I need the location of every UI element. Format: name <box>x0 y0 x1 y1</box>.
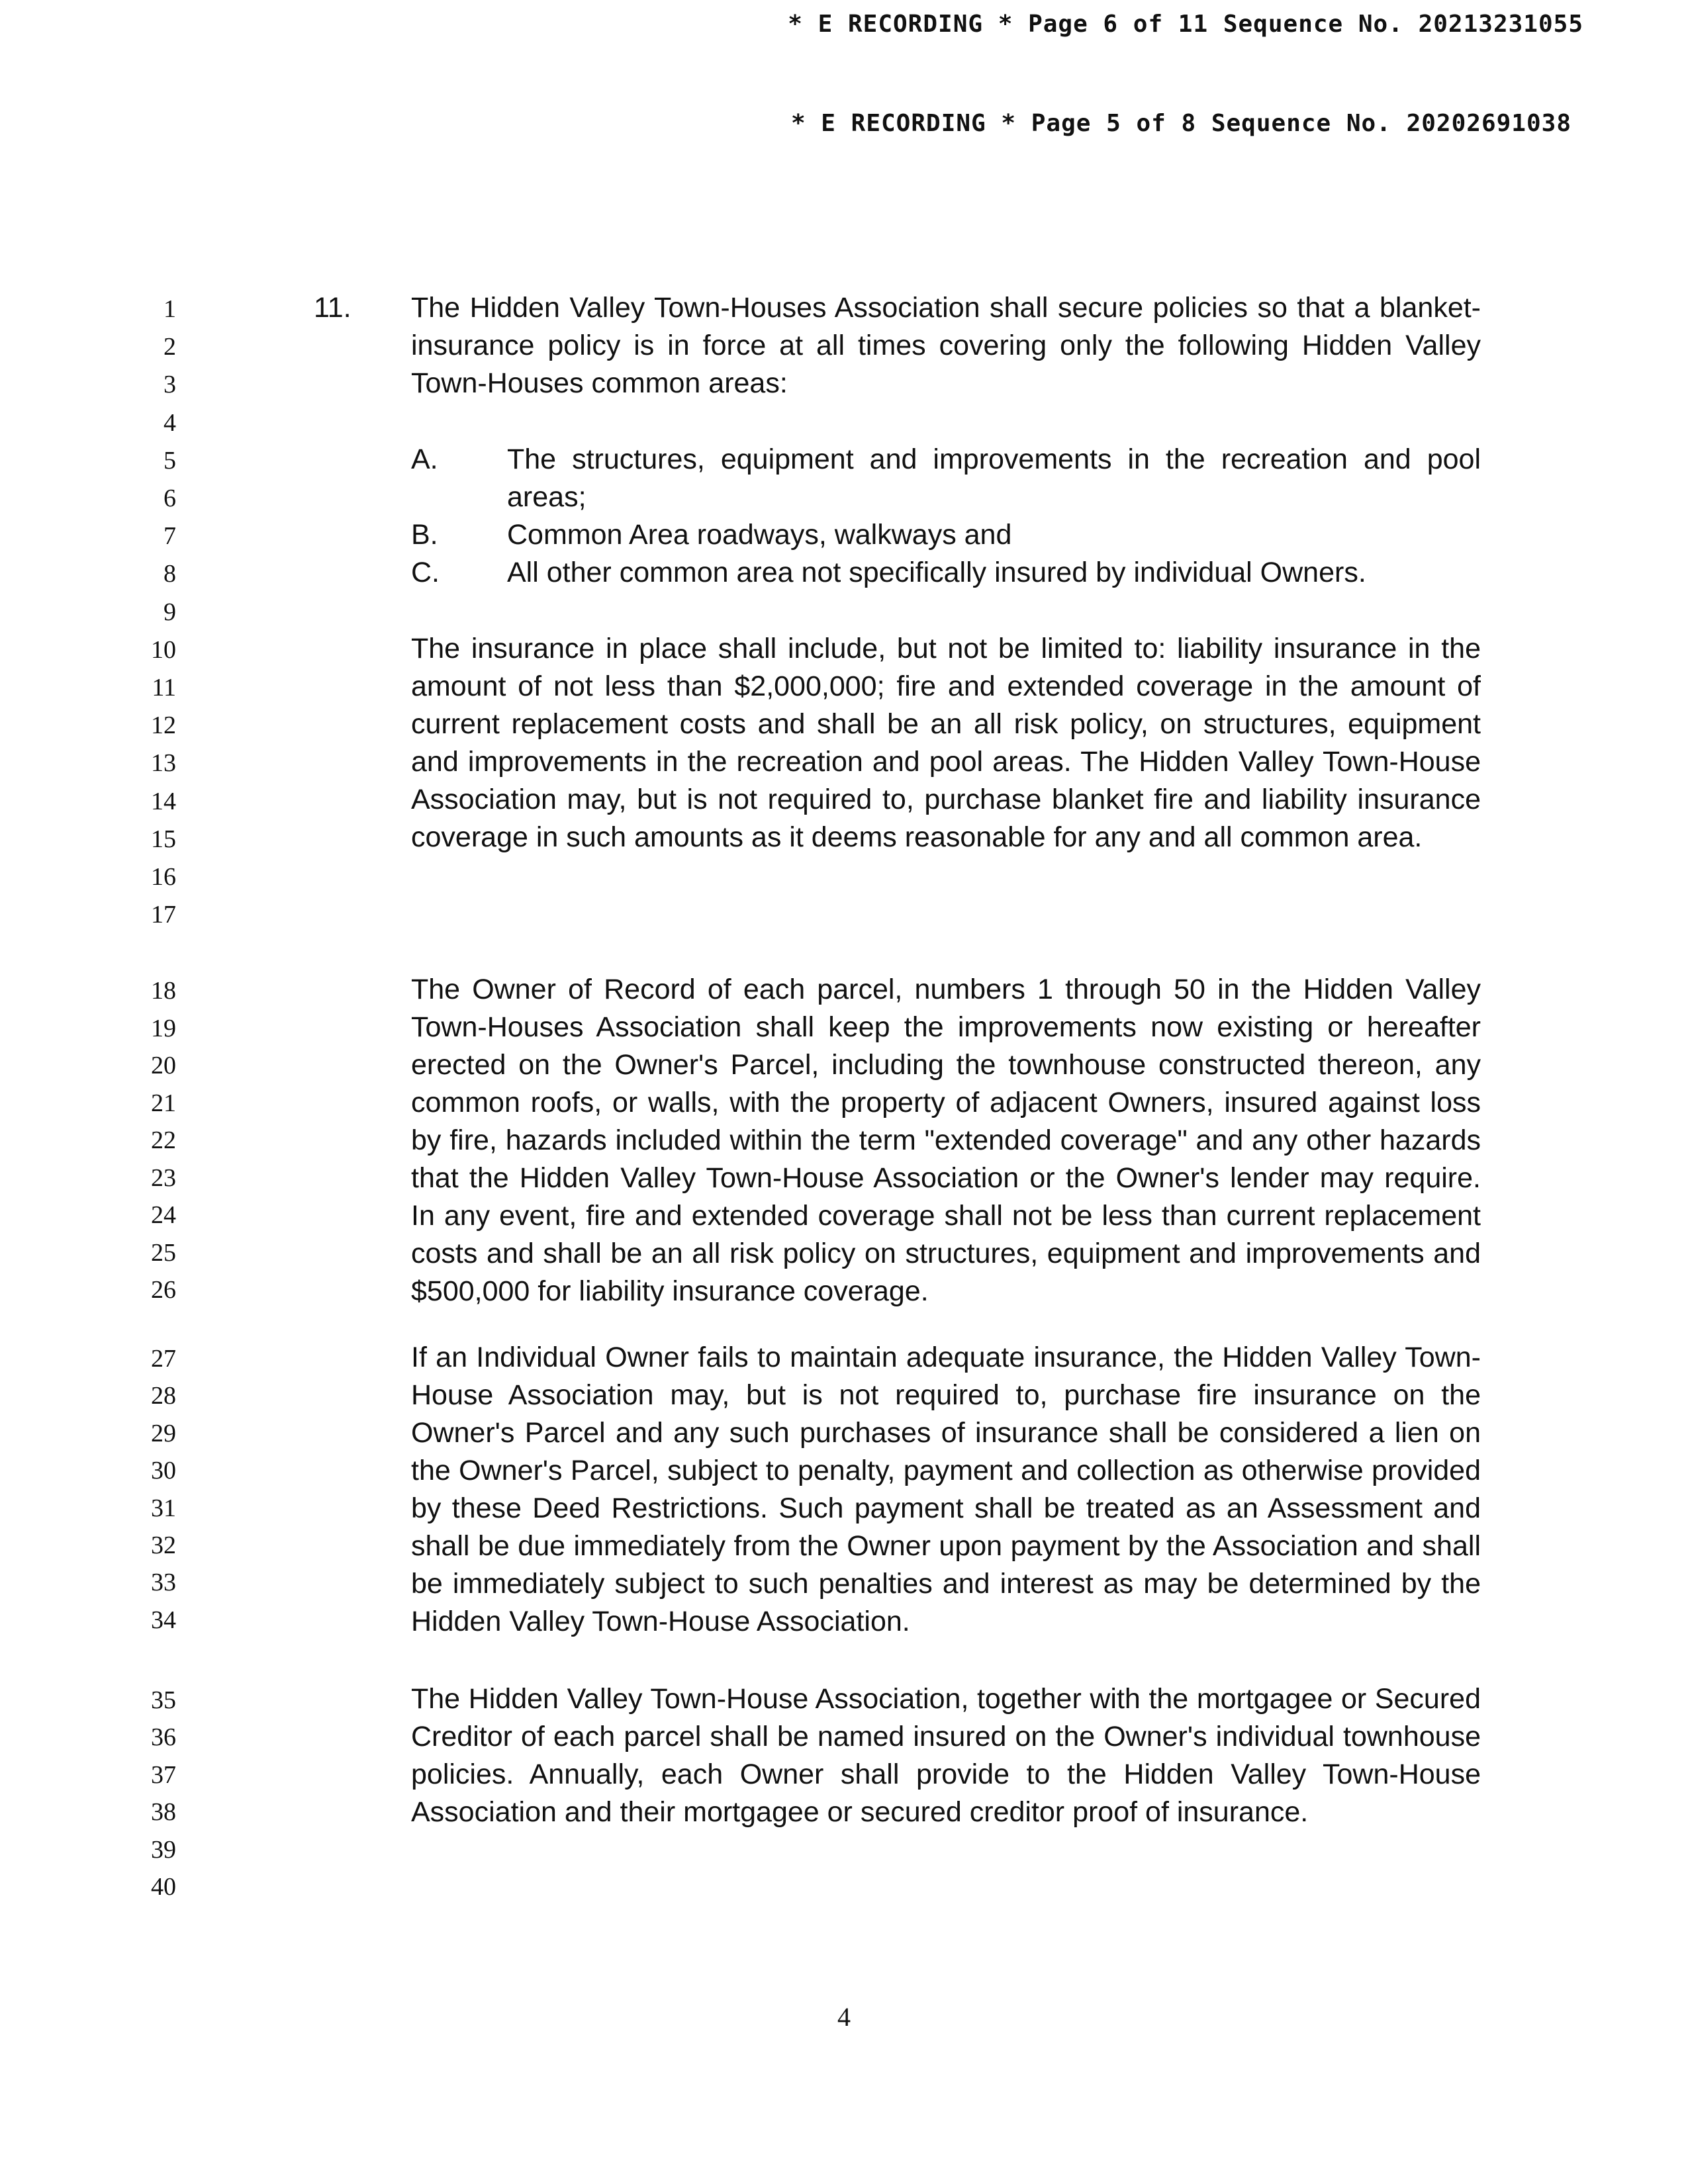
paragraph-owner-insurance: The Owner of Record of each parcel, numbers 1 through 50 in the Hidden Valley Town-Houses Association shall keep the improvements now existing or hereafter erected on the Owner's Parcel, including the townhouse constructed thereon, any common roofs, or walls, with the property of adjacent Owners, insured against loss by fire, hazards included within the term "extended coverage" and any other hazards that the Hidden Valley Town-House Association or the Owner's lender may require. In any event, fire and extended coverage shall not be less than current replacement costs and shall be an all risk policy on structures, equipment and improvements and $500,000 for liability insurance coverage. <box>411 974 1481 1307</box>
line-number: 34 <box>151 1606 176 1634</box>
line-number: 27 <box>151 1345 176 1373</box>
line-number: 4 <box>164 408 176 437</box>
line-number: 16 <box>151 863 176 891</box>
line-number: 17 <box>151 901 176 929</box>
line-number: 22 <box>151 1126 176 1154</box>
recording-stamp-second: * E RECORDING * Page 5 of 8 Sequence No. 20202691038 <box>790 110 1571 137</box>
line-number: 5 <box>164 446 176 475</box>
line-number: 30 <box>151 1457 176 1485</box>
line-number: 32 <box>151 1531 176 1559</box>
line-number: 9 <box>164 598 176 626</box>
line-number: 31 <box>151 1494 176 1522</box>
line-number: 10 <box>151 635 176 664</box>
list-item-letter: A. <box>411 443 438 475</box>
section-number: 11. <box>314 292 352 324</box>
line-number: 24 <box>151 1201 176 1229</box>
paragraph-insurance-scope: The insurance in place shall include, but not be limited to: liability insurance in the amount of not less than $2,000,000; fire and extended coverage in the amount of current replacement costs and shall be an all risk policy, on structures, equipment and improvements in the recreation and pool areas. The Hidden Valley Town-House Association may, but is not required to, purchase blanket fire and liability insurance coverage in such amounts as it deems reasonable for any and all common area. <box>411 633 1481 853</box>
line-number: 14 <box>151 787 176 815</box>
line-number: 15 <box>151 825 176 853</box>
line-number: 13 <box>151 749 176 778</box>
list-item-text: The structures, equipment and improvements in the recreation and pool areas; <box>507 443 1481 513</box>
list-item-text: All other common area not specifically insured by individual Owners. <box>507 557 1366 588</box>
list-item-letter: B. <box>411 519 438 551</box>
line-number: 28 <box>151 1382 176 1410</box>
line-number: 33 <box>151 1569 176 1597</box>
page-number: 4 <box>837 2002 851 2032</box>
line-number: 29 <box>151 1419 176 1447</box>
line-number: 19 <box>151 1014 176 1042</box>
line-number: 36 <box>151 1723 176 1752</box>
line-number: 25 <box>151 1238 176 1267</box>
paragraph-named-insured: The Hidden Valley Town-House Association, together with the mortgagee or Secured Creditor of each parcel shall be named insured on the Owner's individual townhouse policies. Annually, each Owner shall provide to the Hidden Valley Town-House Association and their mortgagee or secured creditor proof of insurance. <box>411 1683 1481 1828</box>
line-number: 12 <box>151 711 176 740</box>
line-number: 8 <box>164 560 176 588</box>
line-number: 2 <box>164 333 176 361</box>
section-intro: The Hidden Valley Town-Houses Association shall secure policies so that a blanket-insurance policy is in force at all times covering only the following Hidden Valley Town-Houses common areas: <box>411 292 1481 399</box>
line-number: 18 <box>151 977 176 1005</box>
line-number: 11 <box>152 674 176 702</box>
line-number: 37 <box>151 1760 176 1789</box>
line-number: 35 <box>151 1686 176 1714</box>
line-number: 40 <box>151 1873 176 1901</box>
line-number: 39 <box>151 1835 176 1864</box>
line-number: 38 <box>151 1798 176 1827</box>
recording-stamp-top: * E RECORDING * Page 6 of 11 Sequence No. 20213231055 <box>788 11 1583 38</box>
line-number: 7 <box>164 522 176 551</box>
line-number: 3 <box>164 371 176 399</box>
line-number: 26 <box>151 1276 176 1304</box>
line-number: 23 <box>151 1163 176 1192</box>
paragraph-owner-default: If an Individual Owner fails to maintain adequate insurance, the Hidden Valley Town-House Association may, but is not required to, purchase fire insurance on the Owner's Parcel and any such purchases of insurance shall be considered a lien on the Owner's Parcel, subject to penalty, payment and collection as otherwise provided by these Deed Restrictions. Such payment shall be treated as an Assessment and shall be due immediately from the Owner upon payment by the Association and shall be immediately subject to such penalties and interest as may be determined by the Hidden Valley Town-House Association. <box>411 1342 1481 1637</box>
list-item-text: Common Area roadways, walkways and <box>507 519 1012 551</box>
line-number: 1 <box>164 295 176 323</box>
line-number: 20 <box>151 1052 176 1079</box>
line-number: 6 <box>164 484 176 512</box>
line-number: 21 <box>151 1089 176 1117</box>
list-item-letter: C. <box>411 557 440 588</box>
